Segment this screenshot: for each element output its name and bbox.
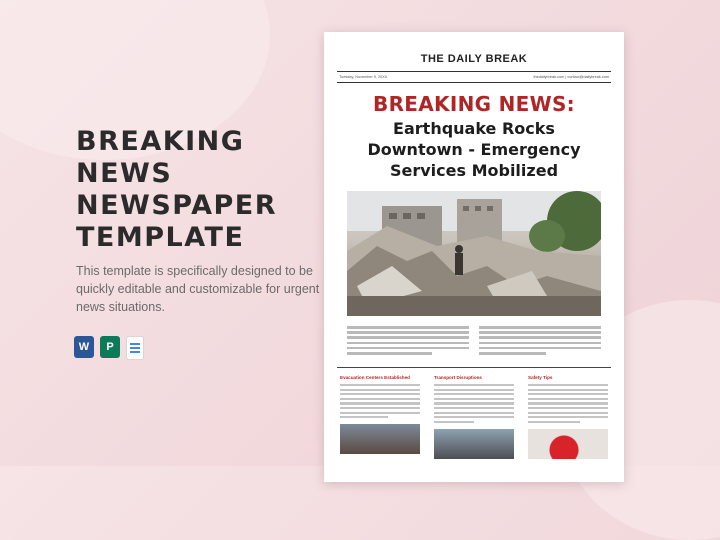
word-icon: W — [74, 336, 94, 358]
section-divider — [337, 367, 611, 368]
article-column — [479, 326, 601, 357]
main-headline — [324, 118, 624, 181]
newspaper-date: Tuesday, November 9, 20XX — [339, 75, 388, 79]
article-column — [347, 326, 469, 357]
newspaper-preview — [324, 32, 624, 482]
section-evacuation — [340, 375, 420, 459]
section-title: Evacuation Centers Established — [340, 375, 410, 381]
publisher-icon: P — [100, 336, 120, 358]
section-photo — [340, 424, 420, 454]
section-title: Safety Tips — [528, 375, 553, 381]
breaking-news-kicker: BREAKING NEWS: — [373, 92, 575, 116]
headline-line: Downtown - Emergency — [367, 140, 581, 159]
article-body — [347, 326, 601, 357]
title-line: BREAKING — [76, 126, 245, 157]
template-title — [76, 126, 316, 254]
section-transport — [434, 375, 514, 459]
section-title: Transport Disruptions — [434, 375, 482, 381]
title-line: TEMPLATE — [76, 222, 245, 253]
google-docs-icon — [126, 336, 144, 360]
section-safety — [528, 375, 608, 459]
newspaper-info-bar — [337, 71, 611, 83]
earthquake-photo — [347, 191, 601, 316]
template-description: This template is specifically designed to be quickly editable and customizable for urgent news situations. — [76, 264, 320, 314]
title-line: NEWSPAPER — [76, 190, 277, 221]
title-line: NEWS — [76, 158, 173, 189]
section-photo — [434, 429, 514, 459]
newspaper-contact: thedailybreak.com | contact@dailybreak.com — [533, 75, 609, 79]
newspaper-masthead: THE DAILY BREAK — [420, 53, 528, 65]
news-sections — [340, 375, 608, 459]
section-photo — [528, 429, 608, 459]
compatible-apps — [74, 336, 144, 360]
headline-line: Earthquake Rocks — [393, 119, 555, 138]
headline-line: Services Mobilized — [389, 161, 559, 180]
